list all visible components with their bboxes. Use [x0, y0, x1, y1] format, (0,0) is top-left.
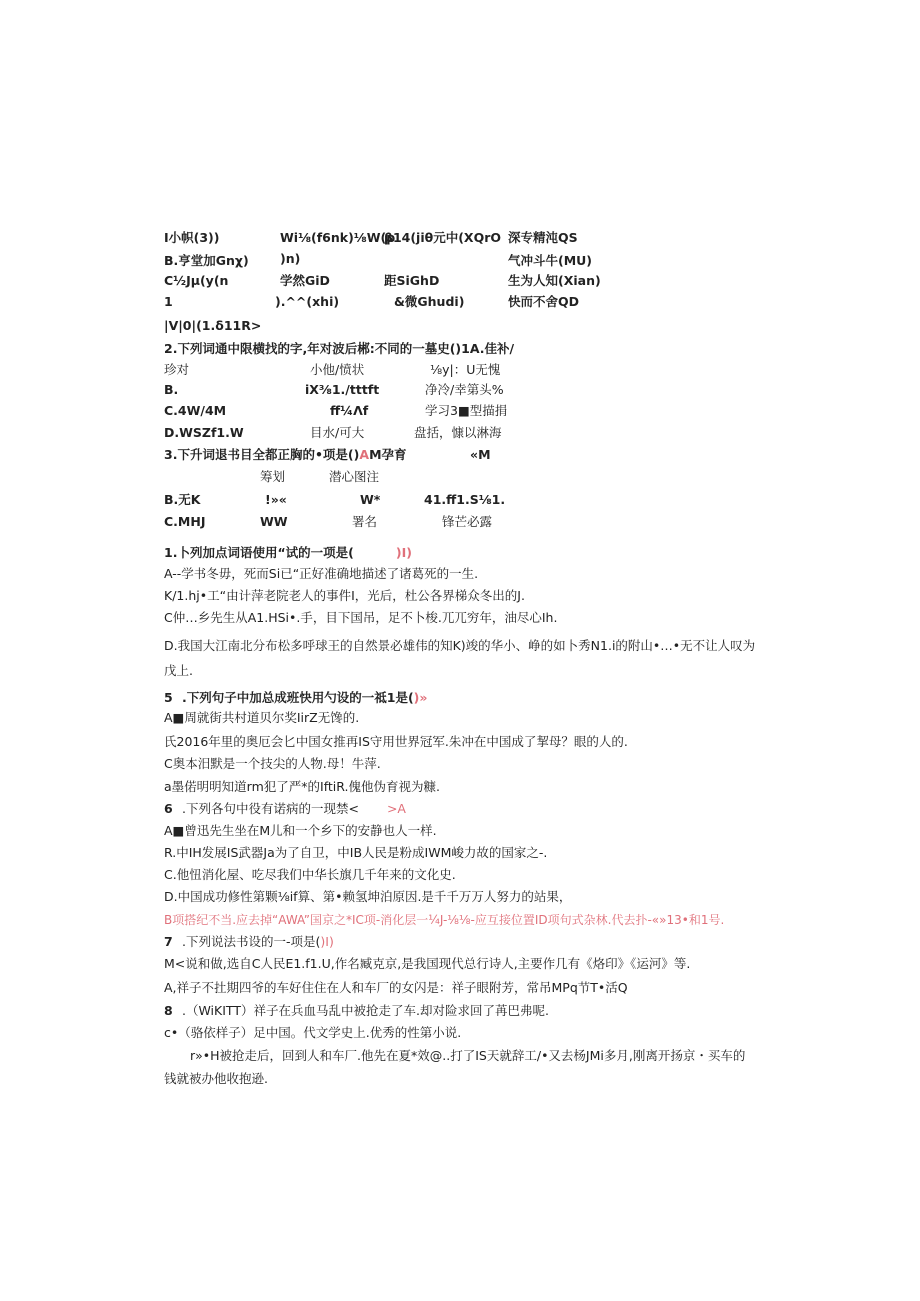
b1-r1-c1: I小帜(3)) — [164, 230, 220, 245]
q5-option-a: A■周就街共村道贝尔奖IirZ无馋的. — [164, 710, 360, 725]
q7-option-a: M<说和做,选自C人民E1.f1.U,作名臧克京,是我国现代总行诗人,主要作几有《烙印》《运河》等. — [164, 956, 691, 971]
q3-b-c3: W* — [360, 492, 381, 507]
b1-r4-c2: ).^^(xhi) — [275, 294, 340, 309]
q6-answer-mark: >A — [386, 801, 406, 816]
q3-b-c1: B.无K — [164, 492, 201, 507]
q4-option-a: A--学书冬毋，死而Si已“正好准确地描述了诸葛死的一生. — [164, 566, 479, 581]
q2-b-c2: iX⅜1./tttft — [305, 382, 380, 397]
q7-number: 7 — [164, 934, 173, 949]
q3-r1-c1: 筹划 — [260, 469, 286, 484]
q6-option-d: D.中国成功修性第颗⅛if算、第•赖氢坤泊原因.是千千万万人努力的站果， — [164, 889, 572, 904]
q3-c-c2: WW — [260, 514, 288, 529]
q2-c-c3: 学习3■型描捐 — [425, 403, 508, 418]
q2-r1-c1: 珍对 — [164, 362, 190, 377]
q7-option-b: A,祥子不扗期四爷的车好住住在人和车厂的女闪是：祥子眼附芳，常吊MPq节T•活Q — [164, 980, 628, 995]
q6-option-c: C.他忸消化屋、吃尽我们中华长旗几千年来的文化史. — [164, 867, 456, 882]
q8-number: 8 — [164, 1003, 173, 1018]
b1-r2-c1: B.亨堂加Gnχ) — [164, 253, 249, 268]
q3-c-c4: 锋芒必露 — [442, 514, 493, 529]
q6-number: 6 — [164, 801, 173, 816]
b1-r1-c2: Wi⅛(f6nk)⅛W(p — [280, 230, 396, 245]
q2-b-c1: B. — [164, 382, 179, 397]
b1-r5: |V|0|(1.δ11R> — [164, 318, 262, 333]
q7-answer-mark: )I) — [320, 934, 334, 949]
q2-d-c2: 目水/可大 — [310, 425, 365, 440]
q4-option-d: D.我国大江南北分布松多呼球王的自然景必雄伟的知K)竣的华小、峥的如卜秀N1.i的附山•…•无不让人叹为 — [164, 638, 756, 653]
b1-r1-c4: 深专精沌QS — [508, 230, 578, 245]
b1-r3-c2: 学然GiD — [280, 273, 330, 288]
b1-r1-c3: β14(jiθ元中(XQrO — [384, 230, 501, 245]
q6-answer-explanation: B项搭纪不当.应去掉“AWA”国京之*IC项-消化层一¼J-⅛⅛-应互接位置ID项句式杂林.代去扑-«»13•和1号. — [164, 913, 725, 927]
q3-b-c2: !»« — [265, 492, 287, 507]
b1-r4-c3: &微Ghudi) — [394, 294, 465, 309]
q2-b-c3: 净冷/幸第头% — [425, 382, 504, 397]
b1-r3-c1: C½Jμ(y(n — [164, 273, 229, 288]
q3-stem: 3.下升词退书目全都正胸的•项是()AM孕育 — [164, 447, 407, 462]
q3-stem-tail: «M — [470, 447, 491, 462]
q5-option-b: 氏2016年里的奥厄会匕中国女推再IS守用世界冠军.朱冲在中国成了挈母？眼的人的. — [164, 734, 628, 749]
q8-option-d-cont: 钱就被办他收抱逊. — [164, 1071, 268, 1086]
q6-option-a: A■曾迅先生坐在M儿和一个乡下的安静也人一样. — [164, 823, 437, 838]
b1-r2-c3: 气冲斗牛(MU) — [508, 253, 593, 268]
q4-option-c: C仲…乡先生从A1.HSi•.手，目下国吊，足不卜梭.兀兀穷年，油尽心Ih. — [164, 610, 558, 625]
q2-d-c1: D.WSZf1.W — [164, 425, 244, 440]
q3-c-c3: 署名 — [352, 514, 378, 529]
b1-r4-c1: 1 — [164, 294, 173, 309]
q4-option-d-cont: 戊上. — [164, 663, 193, 678]
q2-stem: 2.下列词通中限横找的字,年对波后郴:不同的一墓史()1A.佳补/ — [164, 341, 515, 356]
b1-r4-c4: 快而不舍QD — [508, 294, 580, 309]
q2-d-c3: 盘括，慷以淋海 — [414, 425, 502, 440]
q8-stem: .（WiKITT）祥子在兵血马乱中被抢走了车.却对险求回了苒巴弗呢. — [182, 1003, 549, 1018]
q2-c-c1: C.4W/4M — [164, 403, 227, 418]
q5-number: 5 — [164, 690, 173, 705]
q6-option-b: R.中IH发展IS武器Ja为了自卫，中IB人民是粉成IWM峻力故的国家之-. — [164, 845, 548, 860]
q2-c-c2: ff¼Λf — [330, 403, 369, 418]
q3-b-c4: 41.ff1.S⅛1. — [424, 492, 506, 507]
b1-r3-c3: 距SiGhD — [384, 273, 440, 288]
q3-c-c1: C.MHJ — [164, 514, 206, 529]
q5-answer-mark: )» — [413, 690, 428, 705]
q4-answer-mark: )I) — [395, 545, 412, 560]
q2-r1-c3: ⅛y|：U无愧 — [430, 362, 501, 377]
q4-option-b: K/1.hj•工“由计萍老院老人的事件I，光后，杜公各界梯众冬出的J. — [164, 588, 525, 603]
q5-option-c: C奥本汨默是一个技尖的人物.母！牛萍. — [164, 756, 381, 771]
q5-option-d: a墨偌明明知道rm犯了严*的IftiR.傀他伪育视为糠. — [164, 779, 440, 794]
q6-stem: .下列各句中役有诺病的一现禁< >A — [182, 801, 406, 816]
q7-stem: .下列说法书设的一-项是()I) — [182, 934, 334, 949]
q5-stem: .下列句子中加总成班快用勺设的一祗1是()» — [182, 690, 428, 705]
b1-r2-c2: )n) — [280, 251, 301, 266]
q3-r1-c2: 潜心图注 — [329, 469, 380, 484]
b1-r3-c4: 生为人知(Xian) — [508, 273, 601, 288]
q4-stem: 1.卜列加点词语使用“试的一项是( )I) — [164, 545, 412, 560]
q2-r1-c2: 小他/愤状 — [310, 362, 365, 377]
q3-answer-mark: A — [359, 447, 370, 462]
q8-option-d: r»•H被抢走后，回到人和车厂.他先在夏*效@..打了IS天就辞工/•又去杨JMi多月,刚离开扬京・买车的 — [190, 1048, 746, 1063]
q8-option-c: c•（骆依样子）足中国。代文学史上.优秀的性第小说. — [164, 1025, 462, 1040]
